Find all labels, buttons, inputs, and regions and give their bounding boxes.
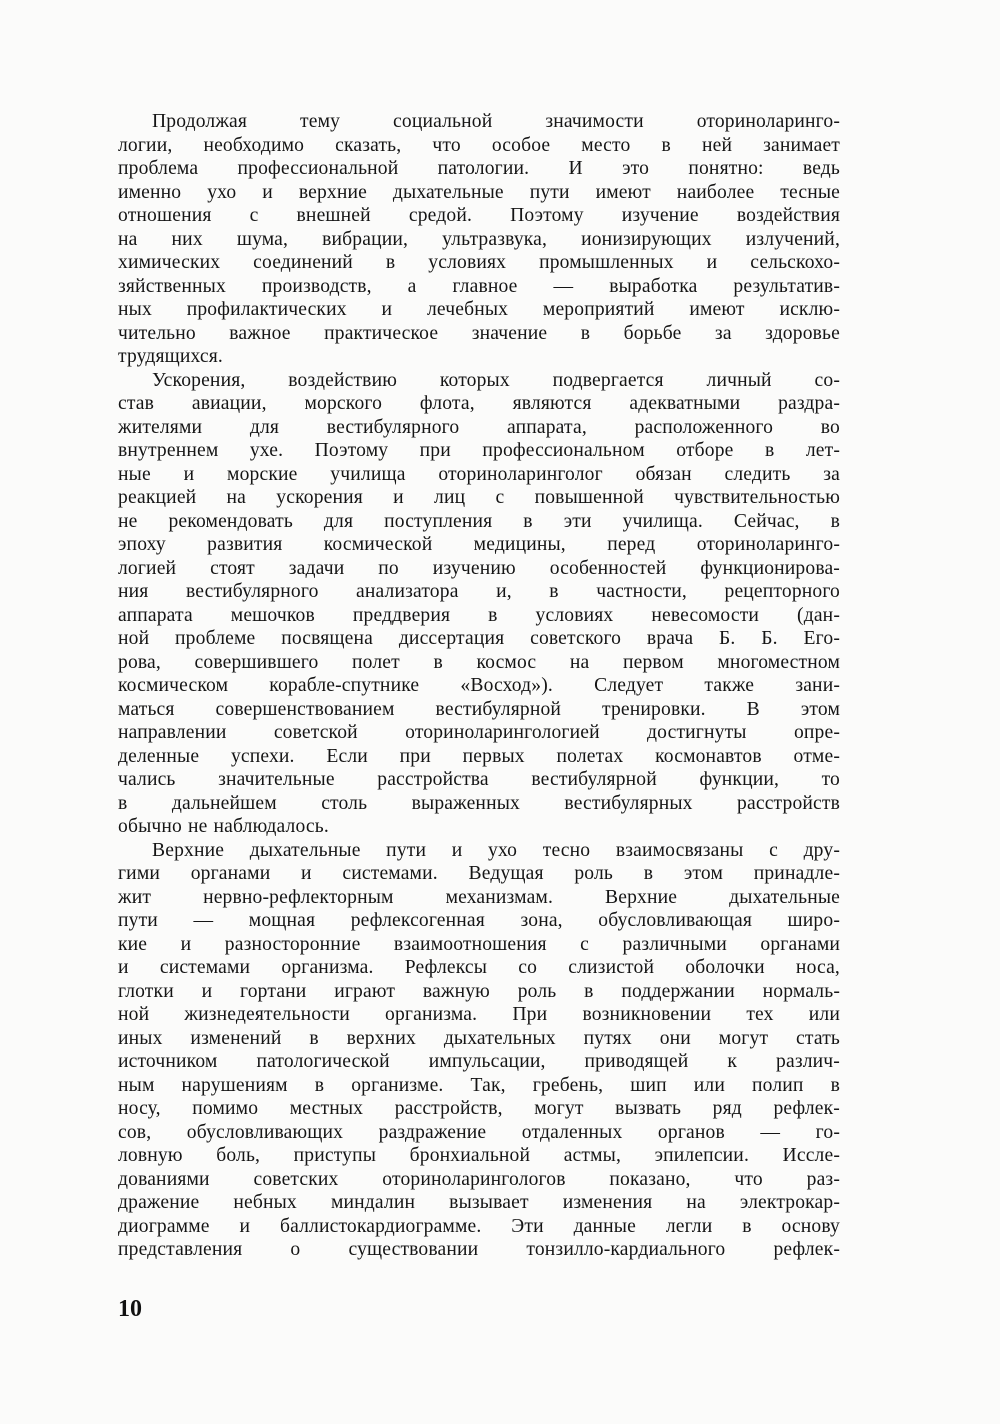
text-line: жителями для вестибулярного аппарата, расположенного во: [118, 416, 840, 438]
text-line: не рекомендовать для поступления в эти училища. Сейчас, в: [118, 510, 840, 532]
page-number: 10: [118, 1296, 142, 1322]
text-line: иных изменений в верхних дыхательных путях они могут стать: [118, 1027, 840, 1049]
text-line: ной жизнедеятельности организма. При возникновении тех или: [118, 1004, 840, 1025]
text-line: маться совершенствованием вестибулярной тренировки. В этом: [118, 698, 840, 720]
text-line: Продолжая тему социальной значимости оториноларинго-: [152, 111, 840, 132]
text-line: ные и морские училища оториноларинголог обязан следить за: [118, 463, 840, 485]
text-line: дованиями советских оториноларингологов показано, что раз-: [118, 1168, 840, 1190]
body-text: [118, 110, 840, 1262]
text-line: ных профилактических и лечебных мероприятий имеют исклю-: [118, 299, 840, 320]
text-line: внутреннем ухе. Поэтому при профессиональном отборе в лет-: [118, 440, 840, 461]
text-line: обычно не наблюдалось.: [118, 816, 329, 837]
text-line: космическом корабле-спутнике «Восход»). Следует также зани-: [118, 675, 840, 696]
text-line: логией стоят задачи по изучению особенностей функционирова-: [118, 557, 840, 579]
text-line: в дальнейшем столь выраженных вестибулярных расстройств: [118, 792, 840, 814]
text-line: химических соединений в условиях промышленных и сельскохо-: [118, 252, 840, 273]
text-line: гими органами и системами. Ведущая роль в этом принадле-: [118, 863, 840, 884]
text-line: Ускорения, воздействию которых подвергается личный со-: [152, 369, 840, 391]
text-line: рова, совершившего полет в космос на первом многоместном: [118, 651, 840, 673]
text-line: логии, необходимо сказать, что особое место в ней занимает: [118, 134, 840, 156]
text-line: пути — мощная рефлексогенная зона, обусловливающая широ-: [118, 910, 840, 931]
text-line: Верхние дыхательные пути и ухо тесно взаимосвязаны с дру-: [152, 839, 840, 861]
text-line: именно ухо и верхние дыхательные пути имеют наиболее тесные: [118, 181, 840, 203]
text-line: зяйственных производств, а главное — выработка результатив-: [118, 275, 840, 297]
text-line: отношения с внешней средой. Поэтому изучение воздействия: [118, 205, 840, 226]
text-line: ния вестибулярного анализатора и, в частности, рецепторного: [118, 581, 840, 602]
text-line: диограмме и баллистокардиограмме. Эти данные легли в основу: [118, 1215, 840, 1237]
text-line: представления о существовании тонзилло-кардиального рефлек-: [118, 1239, 840, 1260]
text-line: на них шума, вибрации, ультразвука, ионизирующих излучений,: [118, 228, 840, 250]
text-line: глотки и гортани играют важную роль в поддержании нормаль-: [118, 980, 840, 1002]
text-line: реакцией на ускорения и лиц с повышенной чувствительностью: [118, 487, 840, 508]
text-line: аппарата мешочков преддверия в условиях невесомости (дан-: [118, 604, 840, 626]
text-line: чались значительные расстройства вестибулярной функции, то: [118, 769, 840, 790]
text-line: сов, обусловливающих раздражение отдаленных органов — го-: [118, 1121, 840, 1143]
text-line: ловную боль, приступы бронхиальной астмы, эпилепсии. Иссле-: [118, 1145, 840, 1166]
text-line: эпоху развития космической медицины, перед оториноларинго-: [118, 534, 840, 555]
text-line: ным нарушениям в организме. Так, гребень, шип или полип в: [118, 1074, 840, 1096]
text-line: ной проблеме посвящена диссертация советского врача Б. Б. Его-: [118, 628, 840, 649]
text-line: источником патологической импульсации, приводящей к различ-: [118, 1051, 840, 1072]
text-line: направлении советской оториноларингологией достигнуты опре-: [118, 722, 840, 743]
text-line: деленные успехи. Если при первых полетах космонавтов отме-: [118, 745, 840, 767]
text-line: став авиации, морского флота, являются адекватными раздра-: [118, 393, 840, 414]
text-line: трудящихся.: [118, 346, 223, 367]
text-line: кие и разносторонние взаимоотношения с различными органами: [118, 933, 840, 955]
text-line: чительно важное практическое значение в борьбе за здоровье: [118, 322, 840, 344]
text-line: носу, помимо местных расстройств, могут вызвать ряд рефлек-: [118, 1098, 840, 1119]
text-line: жит нервно-рефлекторным механизмам. Верхние дыхательные: [118, 886, 840, 908]
text-line: и системами организма. Рефлексы со слизистой оболочки носа,: [118, 957, 840, 978]
text-line: дражение небных миндалин вызывает изменения на электрокар-: [118, 1192, 840, 1213]
text-line: проблема профессиональной патологии. И это понятно: ведь: [118, 158, 840, 179]
